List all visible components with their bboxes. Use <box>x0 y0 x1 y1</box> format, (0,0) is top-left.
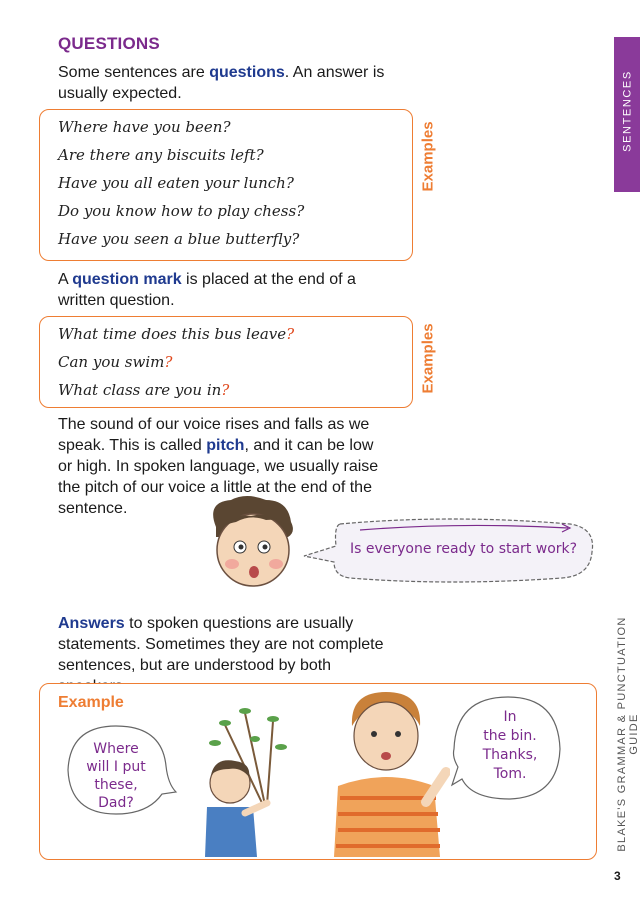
intro-paragraph <box>58 62 398 104</box>
child-bubble-line: these, <box>94 777 138 793</box>
speech-bubble-text: Is everyone ready to start work? <box>350 541 578 557</box>
intro-text: Some sentences are <box>58 64 210 81</box>
qm-text: A <box>58 271 73 288</box>
intro-keyword: questions <box>209 64 285 81</box>
section-tab-label: SENTENCES <box>621 70 634 152</box>
examples-label-1: Examples <box>419 121 437 192</box>
child-bubble-line: will I put <box>86 759 146 775</box>
example-line <box>58 353 172 371</box>
example-line: Do you know how to play chess? <box>58 202 305 220</box>
dad-bubble-line: Thanks, <box>482 747 538 763</box>
dad-illustration <box>330 686 450 857</box>
example-line: Have you all eaten your lunch? <box>58 174 294 192</box>
examples-label-2: Examples <box>419 323 437 394</box>
question-mark: ? <box>221 381 230 399</box>
example-text: What class are you in <box>58 381 222 399</box>
question-mark: ? <box>164 353 173 371</box>
answers-keyword: Answers <box>58 615 125 632</box>
example-text: Can you swim <box>58 353 165 371</box>
child-with-branch-illustration <box>185 695 305 857</box>
qm-keyword: question mark <box>72 271 182 288</box>
example-line: Have you seen a blue butterfly? <box>58 230 300 248</box>
question-mark-paragraph <box>58 269 398 311</box>
boy-face-illustration <box>196 492 306 592</box>
dad-bubble-line: Tom. <box>493 766 527 782</box>
pitch-text-end: , and it can be low or high. In spoken language, we usually raise the pitch of our voice a little at the end of the sentence. <box>58 437 379 517</box>
example-line: Are there any biscuits left? <box>58 146 264 164</box>
examples-box-2 <box>39 316 413 408</box>
examples-box-1 <box>39 109 413 261</box>
example-line <box>58 381 229 399</box>
example-text: What time does this bus leave <box>58 325 287 343</box>
dad-bubble-line: In <box>503 709 517 725</box>
child-bubble-line: Dad? <box>98 795 134 811</box>
qm-text-end: is placed at the end of a written question. <box>58 271 356 309</box>
dad-bubble-text <box>470 708 550 784</box>
pitch-text: The sound of our voice rises and falls as we speak. This is called <box>58 416 370 454</box>
example-line <box>58 325 294 343</box>
question-mark: ? <box>286 325 295 343</box>
page-heading: QUESTIONS <box>58 34 160 53</box>
dad-bubble-line: the bin. <box>483 728 537 744</box>
example-line: Where have you been? <box>58 118 231 136</box>
answers-text: to spoken questions are usually statements. Sometimes they are not complete sentences, but are understood by both <box>58 615 384 674</box>
page-number: 3 <box>614 869 621 883</box>
child-bubble-text <box>70 740 162 812</box>
pitch-keyword: pitch <box>206 437 245 454</box>
section-tab <box>614 37 640 192</box>
intro-text-end: . An answer is usually expected. <box>58 64 385 102</box>
example-label: Example <box>58 694 124 711</box>
child-bubble-line: Where <box>93 741 139 757</box>
book-side-title: BLAKE'S GRAMMAR & PUNCTUATION GUIDE <box>616 616 640 852</box>
